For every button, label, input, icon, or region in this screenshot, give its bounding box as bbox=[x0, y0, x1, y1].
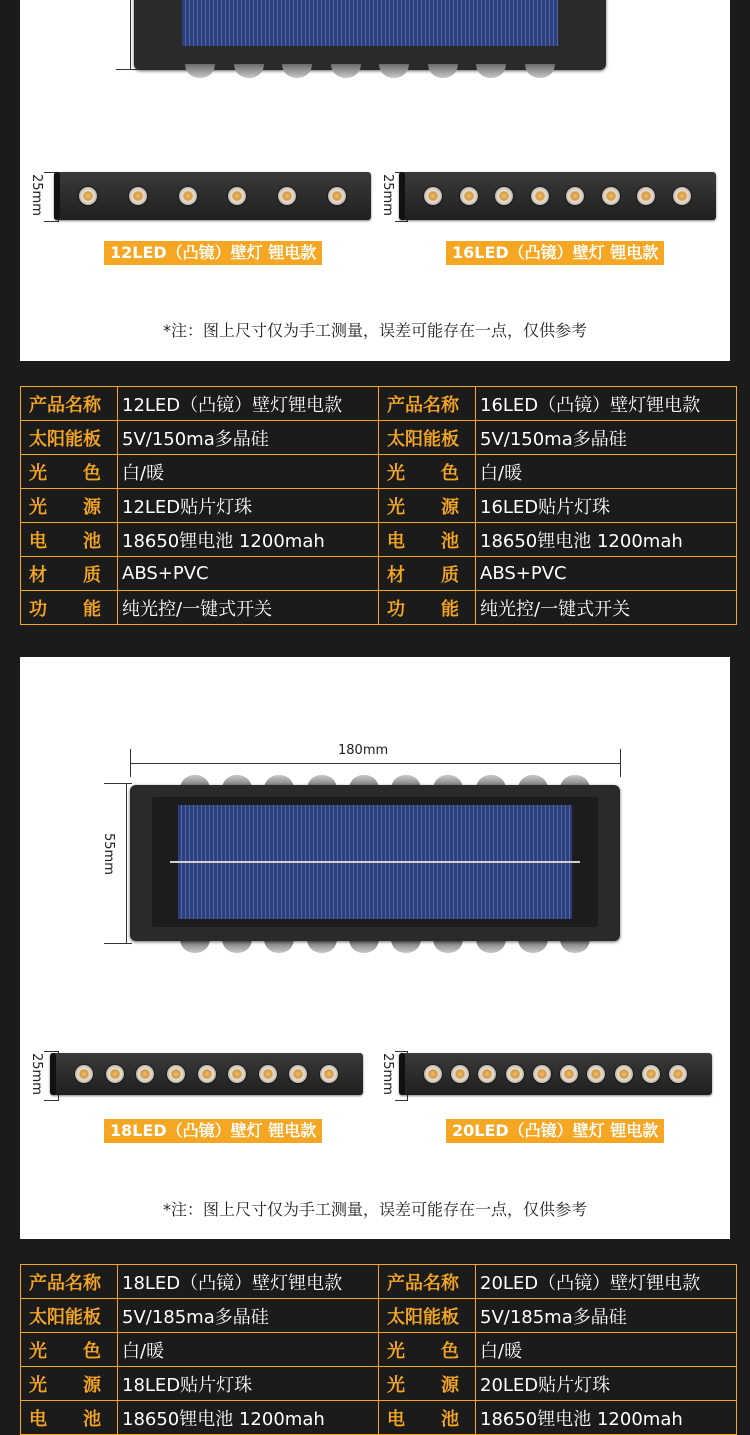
led-dome bbox=[518, 939, 548, 953]
led-bead bbox=[478, 1065, 496, 1083]
led-dome bbox=[264, 939, 294, 953]
spec-table-1 bbox=[20, 386, 737, 625]
spec-value: 白/暖 bbox=[118, 455, 379, 489]
led-bead bbox=[79, 187, 97, 205]
led-dome bbox=[185, 64, 215, 78]
caption-16led: 16LED（凸镜）壁灯 锂电款 bbox=[446, 241, 664, 265]
led-dome bbox=[525, 64, 555, 78]
dimension-tick bbox=[116, 69, 138, 70]
led-dome bbox=[349, 939, 379, 953]
bar-end-cap bbox=[399, 172, 405, 220]
dimension-tick bbox=[620, 749, 621, 777]
measurement-note: *注：图上尺寸仅为手工测量，误差可能存在一点，仅供参考 bbox=[162, 1200, 587, 1219]
spec-value: 20LED贴片灯珠 bbox=[476, 1367, 737, 1401]
spec-key: 产品名称 bbox=[379, 1265, 476, 1299]
spec-value: 纯光控/一键式开关 bbox=[476, 591, 737, 625]
led-bead bbox=[167, 1065, 185, 1083]
solar-light-image bbox=[134, 0, 606, 70]
spec-key: 功 能 bbox=[379, 591, 476, 625]
solar-light-image bbox=[130, 785, 620, 941]
spec-value: 18650锂电池 1200mah bbox=[118, 523, 379, 557]
spec-key: 光 源 bbox=[21, 1367, 118, 1401]
spec-value: 5V/185ma多晶硅 bbox=[118, 1299, 379, 1333]
led-dome bbox=[391, 939, 421, 953]
spec-value: 5V/185ma多晶硅 bbox=[476, 1299, 737, 1333]
spec-key: 光 源 bbox=[21, 489, 118, 523]
product-panel-2 bbox=[20, 657, 730, 1239]
spec-row bbox=[21, 591, 737, 625]
led-bead bbox=[328, 187, 346, 205]
led-bead bbox=[75, 1065, 93, 1083]
spec-key: 材 质 bbox=[21, 557, 118, 591]
dimension-tick bbox=[104, 943, 132, 944]
spec-row bbox=[21, 421, 737, 455]
bar-end-cap bbox=[399, 1053, 405, 1095]
led-bar-18 bbox=[50, 1053, 363, 1095]
led-bead bbox=[129, 187, 147, 205]
height-label: 55mm bbox=[101, 833, 116, 875]
spec-value: 20LED（凸镜）壁灯锂电款 bbox=[476, 1265, 737, 1299]
height-dimension-line bbox=[126, 783, 127, 943]
led-bead bbox=[320, 1065, 338, 1083]
spec-value: 白/暖 bbox=[118, 1333, 379, 1367]
led-bead bbox=[289, 1065, 307, 1083]
caption-12led: 12LED（凸镜）壁灯 锂电款 bbox=[104, 241, 322, 265]
spec-value: 5V/150ma多晶硅 bbox=[118, 421, 379, 455]
spec-value: 16LED贴片灯珠 bbox=[476, 489, 737, 523]
caption-20led: 20LED（凸镜）壁灯 锂电款 bbox=[446, 1119, 664, 1143]
spec-key: 功 能 bbox=[21, 591, 118, 625]
led-bead bbox=[506, 1065, 524, 1083]
spec-value: 白/暖 bbox=[476, 455, 737, 489]
led-bead bbox=[615, 1065, 633, 1083]
measurement-note: *注：图上尺寸仅为手工测量，误差可能存在一点，仅供参考 bbox=[162, 321, 587, 340]
led-dome bbox=[379, 64, 409, 78]
led-bead bbox=[259, 1065, 277, 1083]
spec-key: 光 源 bbox=[379, 489, 476, 523]
height-label-left: 25mm bbox=[29, 174, 44, 216]
led-bead bbox=[495, 187, 513, 205]
solar-panel-cells bbox=[182, 0, 558, 46]
width-label: 180mm bbox=[338, 743, 389, 758]
led-bead bbox=[424, 1065, 442, 1083]
led-bead bbox=[533, 1065, 551, 1083]
led-bead bbox=[642, 1065, 660, 1083]
led-bead bbox=[560, 1065, 578, 1083]
spec-row bbox=[21, 1299, 737, 1333]
spec-key: 太阳能板 bbox=[379, 1299, 476, 1333]
led-dome bbox=[331, 64, 361, 78]
spec-row bbox=[21, 523, 737, 557]
spec-value: ABS+PVC bbox=[476, 557, 737, 591]
spec-row bbox=[21, 1265, 737, 1299]
spec-value: 18650锂电池 1200mah bbox=[476, 1401, 737, 1435]
led-bead bbox=[566, 187, 584, 205]
led-bead bbox=[228, 187, 246, 205]
spec-key: 电 池 bbox=[379, 1401, 476, 1435]
spec-key: 光 源 bbox=[379, 1367, 476, 1401]
spec-key: 太阳能板 bbox=[379, 421, 476, 455]
led-bead bbox=[228, 1065, 246, 1083]
product-panel-1 bbox=[20, 0, 730, 361]
dimension-tick bbox=[104, 783, 132, 784]
led-dome bbox=[222, 939, 252, 953]
spec-value: 白/暖 bbox=[476, 1333, 737, 1367]
spec-value: 12LED贴片灯珠 bbox=[118, 489, 379, 523]
led-bead bbox=[451, 1065, 469, 1083]
spec-value: 12LED（凸镜）壁灯锂电款 bbox=[118, 387, 379, 421]
led-dome bbox=[476, 939, 506, 953]
led-dome bbox=[428, 64, 458, 78]
led-bar-12 bbox=[54, 172, 371, 220]
led-bead bbox=[669, 1065, 687, 1083]
spec-key: 电 池 bbox=[379, 523, 476, 557]
spec-row bbox=[21, 387, 737, 421]
led-bead bbox=[602, 187, 620, 205]
spec-row bbox=[21, 557, 737, 591]
height-label-right: 25mm bbox=[380, 174, 395, 216]
led-dome bbox=[282, 64, 312, 78]
spec-row bbox=[21, 489, 737, 523]
spec-key: 产品名称 bbox=[21, 1265, 118, 1299]
led-bead bbox=[531, 187, 549, 205]
spec-value: 18650锂电池 1200mah bbox=[118, 1401, 379, 1435]
led-dome bbox=[234, 64, 264, 78]
bar-end-cap bbox=[50, 1053, 56, 1095]
led-bead bbox=[424, 187, 442, 205]
panel-divider bbox=[170, 861, 580, 863]
led-bead bbox=[637, 187, 655, 205]
spec-key: 太阳能板 bbox=[21, 1299, 118, 1333]
height-label-left: 25mm bbox=[29, 1053, 44, 1095]
spec-key: 太阳能板 bbox=[21, 421, 118, 455]
led-bead bbox=[278, 187, 296, 205]
spec-key: 电 池 bbox=[21, 523, 118, 557]
dimension-line-vertical bbox=[130, 0, 131, 70]
spec-row bbox=[21, 455, 737, 489]
led-bead bbox=[179, 187, 197, 205]
spec-value: 5V/150ma多晶硅 bbox=[476, 421, 737, 455]
bar-end-cap bbox=[54, 172, 60, 220]
spec-key: 产品名称 bbox=[21, 387, 118, 421]
spec-value: ABS+PVC bbox=[118, 557, 379, 591]
spec-key: 电 池 bbox=[21, 1401, 118, 1435]
spec-value: 纯光控/一键式开关 bbox=[118, 591, 379, 625]
dimension-tick bbox=[130, 749, 131, 777]
spec-key: 材 质 bbox=[379, 557, 476, 591]
width-dimension-line bbox=[130, 763, 620, 764]
led-dome bbox=[307, 939, 337, 953]
spec-key: 光 色 bbox=[379, 455, 476, 489]
caption-18led: 18LED（凸镜）壁灯 锂电款 bbox=[104, 1119, 322, 1143]
spec-key: 光 色 bbox=[21, 1333, 118, 1367]
led-bar-16 bbox=[399, 172, 716, 220]
spec-row bbox=[21, 1367, 737, 1401]
spec-value: 18LED（凸镜）壁灯锂电款 bbox=[118, 1265, 379, 1299]
spec-row bbox=[21, 1333, 737, 1367]
height-label-right: 25mm bbox=[380, 1053, 395, 1095]
led-bead bbox=[673, 187, 691, 205]
led-bead bbox=[587, 1065, 605, 1083]
led-bead bbox=[136, 1065, 154, 1083]
led-bead bbox=[106, 1065, 124, 1083]
spec-table-2 bbox=[20, 1264, 737, 1435]
spec-value: 18LED贴片灯珠 bbox=[118, 1367, 379, 1401]
led-bead bbox=[460, 187, 478, 205]
spec-row bbox=[21, 1401, 737, 1435]
led-bead bbox=[198, 1065, 216, 1083]
led-dome bbox=[560, 939, 590, 953]
led-dome bbox=[180, 939, 210, 953]
led-bar-20 bbox=[399, 1053, 712, 1095]
led-dome bbox=[433, 939, 463, 953]
led-dome bbox=[476, 64, 506, 78]
spec-key: 光 色 bbox=[21, 455, 118, 489]
spec-value: 16LED（凸镜）壁灯锂电款 bbox=[476, 387, 737, 421]
spec-value: 18650锂电池 1200mah bbox=[476, 523, 737, 557]
spec-key: 光 色 bbox=[379, 1333, 476, 1367]
spec-key: 产品名称 bbox=[379, 387, 476, 421]
